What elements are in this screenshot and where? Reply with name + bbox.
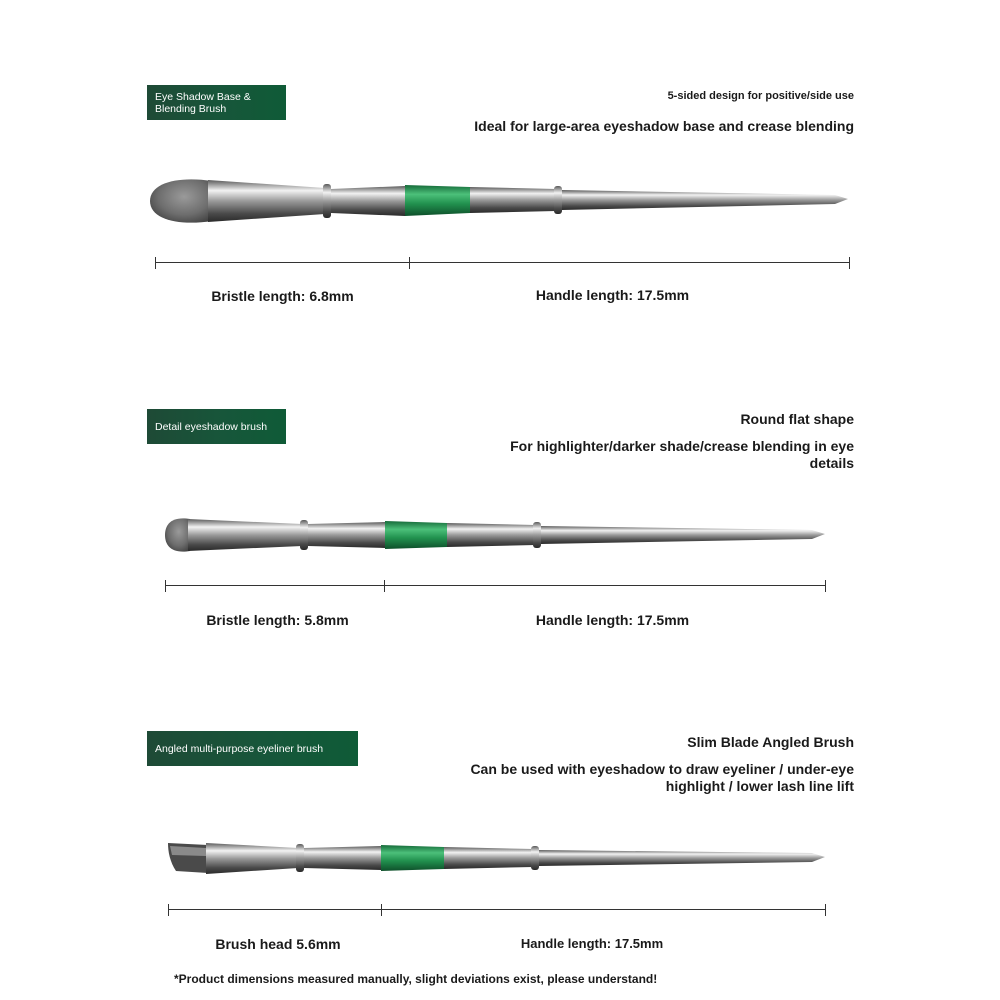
product-tag-line: Angled multi-purpose eyeliner brush (155, 742, 324, 755)
bristle-length-label: Bristle length: 6.8mm (211, 288, 354, 304)
feature-description-line: Can be used with eyeshadow to draw eyeliner / under-eye (470, 761, 854, 777)
feature-description: Ideal for large-area eyeshadow base and crease blending (474, 118, 854, 134)
handle-dimension-line (382, 904, 826, 916)
handle-length-label: Handle length: 17.5mm (520, 936, 664, 951)
feature-title: Round flat shape (740, 411, 854, 427)
handle-length-label: Handle length: 17.5mm (535, 612, 690, 628)
feature-description-line: details (809, 455, 854, 471)
handle-length-label: Handle length: 17.5mm (535, 287, 690, 303)
product-tag-line: Detail eyeshadow brush (155, 420, 268, 433)
feature-note: 5-sided design for positive/side use (667, 90, 854, 102)
feature-description-line: For highlighter/darker shade/crease blending in eye (510, 438, 854, 454)
head-length-label: Brush head 5.6mm (215, 936, 341, 952)
feature-title: Slim Blade Angled Brush (687, 734, 854, 750)
bristle-length-label: Bristle length: 5.8mm (206, 612, 349, 628)
product-tag-line: Eye Shadow Base & (155, 90, 251, 103)
head-dimension-line (168, 904, 382, 916)
footnote: *Product dimensions measured manually, slight deviations exist, please understand! (174, 972, 658, 986)
product-tag-line: Blending Brush (155, 102, 227, 115)
feature-description-line: highlight / lower lash line lift (665, 778, 854, 794)
